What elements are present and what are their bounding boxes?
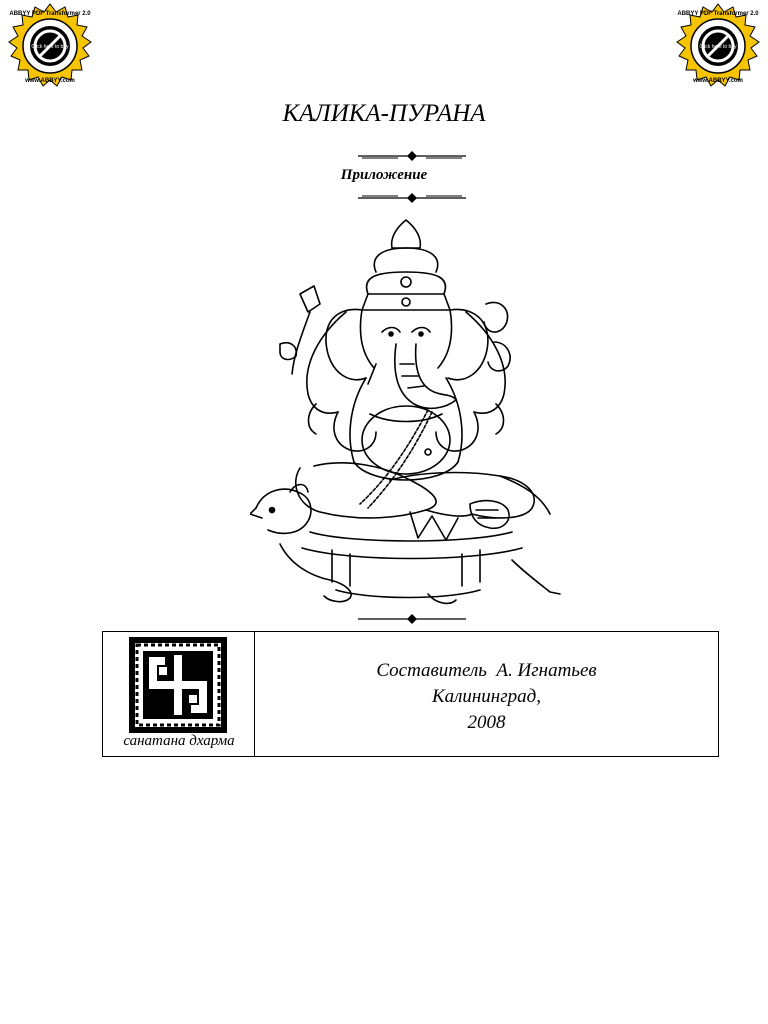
bottom-ornament-divider — [358, 612, 466, 626]
publication-info-table — [102, 631, 719, 757]
sanatana-dharma-emblem-icon — [129, 637, 227, 733]
watermark-action-text: Click here to buy — [31, 44, 69, 50]
watermark-action-text: Click here to buy — [699, 44, 737, 50]
document-subtitle: Приложение — [340, 167, 428, 183]
compiler-line: Составитель А. Игнатьев — [376, 660, 597, 681]
abbyy-watermark-badge-left[interactable] — [2, 2, 98, 98]
watermark-brand-text: ABBYY PDF Transformer 2.0 — [9, 11, 91, 17]
logo-caption: санатана дхарма — [123, 733, 235, 749]
document-title: КАЛИКА-ПУРАНА — [282, 100, 486, 127]
logo-cell — [103, 632, 255, 756]
title-ornament-divider — [358, 149, 466, 163]
watermark-brand-text: ABBYY PDF Transformer 2.0 — [677, 11, 759, 17]
city-line: Калининград, — [431, 686, 542, 707]
watermark-url-text: www.ABBYY.com — [25, 78, 75, 84]
credits-cell — [255, 632, 718, 756]
watermark-url-text: www.ABBYY.com — [693, 78, 743, 84]
year-line: 2008 — [467, 712, 506, 733]
abbyy-watermark-badge-right[interactable] — [670, 2, 766, 98]
ganesha-illustration — [250, 214, 562, 608]
subtitle-ornament-divider — [358, 191, 466, 205]
